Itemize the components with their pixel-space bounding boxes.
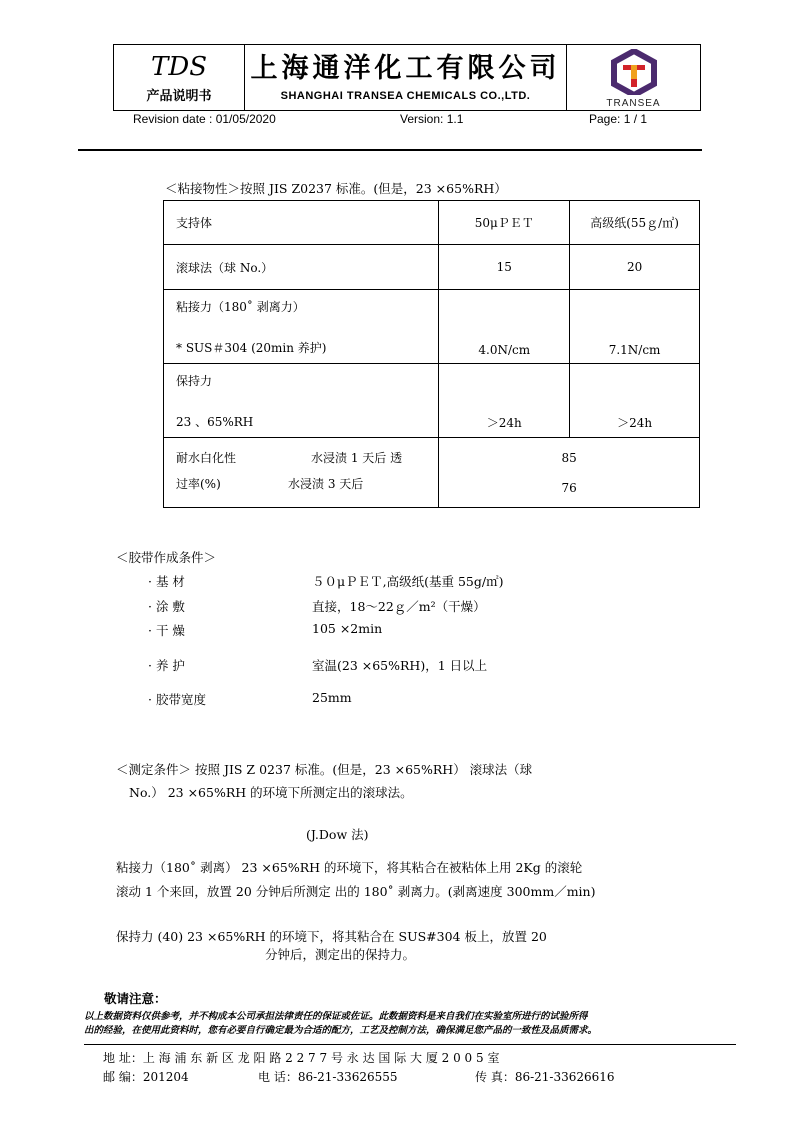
immersion-1day: 水浸渍 1 天后 透 — [311, 450, 403, 465]
table-row — [164, 201, 700, 245]
transmittance-1day: 85 — [561, 450, 577, 465]
table-cell — [164, 438, 439, 508]
table-cell — [164, 290, 439, 364]
table-cell — [164, 364, 439, 438]
footer-postcode: 邮 编：201204 — [103, 1070, 189, 1084]
measure-line-2: No.） 23 ×65%RH 的环境下所测定出的滚球法。 — [129, 785, 413, 800]
table-cell: 4.0N/cm — [439, 290, 570, 364]
tape-value: 室温(23 ×65%RH)，1 日以上 — [312, 658, 488, 673]
table-cell: 滚球法（球 No.） — [164, 245, 439, 290]
adhesion-heading: ＜粘接物性＞按照 JIS Z0237 标准。(但是，23 ×65%RH） — [165, 181, 507, 196]
tds-subtitle: 产品说明书 — [146, 89, 212, 104]
company-name-cn: 上海通洋化工有限公司 — [250, 53, 561, 84]
peel-desc-1: 粘接力（180˚ 剥离） 23 ×65%RH 的环境下，将其粘合在被粘体上用 2Kg 的滚轮 — [116, 860, 583, 875]
peel-condition: * SUS＃304 (20min 养护) — [176, 340, 327, 355]
logo-cell — [567, 45, 700, 110]
footer-tel: 电 话：86-21-33626555 — [258, 1070, 398, 1084]
footer-fax: 传 真：86-21-33626616 — [475, 1070, 615, 1084]
holding-label: 保持力 — [176, 373, 213, 388]
table-cell: 15 — [439, 245, 570, 290]
tape-label: · 基 材 — [148, 574, 185, 589]
footer-divider — [84, 1044, 736, 1045]
holding-condition: 23 、65%RH — [176, 414, 254, 429]
measure-line-1: ＜测定条件＞ 按照 JIS Z 0237 标准。(但是，23 ×65%RH） 滚球法（球 — [116, 762, 533, 777]
logo-text: TRANSEA — [606, 98, 661, 109]
revision-date: Revision date : 01/05/2020 — [133, 112, 276, 126]
peel-desc-2: 滚动 1 个来回，放置 20 分钟后所测定 出的 180˚ 剥离力。(剥离速度 300mm／min) — [116, 884, 596, 899]
tape-heading: ＜胶带作成条件＞ — [116, 550, 217, 565]
tds-cell — [114, 45, 245, 110]
notice-line-1: 以上数据资料仅供参考，并不构成本公司承担法律责任的保证或佐证。此数据资料是来自我们在实验室所进行的试验所得 — [84, 1011, 588, 1022]
version: Version: 1.1 — [400, 112, 464, 126]
company-cell — [245, 45, 567, 110]
page-number: Page: 1 / 1 — [589, 112, 648, 126]
notice-title: 敬请注意： — [104, 991, 167, 1006]
tds-title: TDS — [151, 52, 207, 82]
table-cell — [439, 438, 700, 508]
header-box — [113, 44, 701, 111]
table-row — [164, 364, 700, 438]
table-row — [164, 290, 700, 364]
notice-line-2: 出的经验，在使用此资料时，您有必要自行确定最为合适的配方，工艺及控制方法，确保满足您产品的一致性及品质需求。 — [84, 1025, 598, 1036]
table-row — [164, 438, 700, 508]
table-cell: 50μＰＥＴ — [439, 201, 570, 245]
measure-method: (J.Dow 法) — [306, 827, 369, 842]
transmittance-label: 过率(%) — [176, 476, 221, 491]
immersion-3day: 水浸渍 3 天后 — [288, 476, 364, 491]
hold-desc-1: 保持力 (40) 23 ×65%RH 的环境下，将其粘合在 SUS#304 板上，放置 20 — [116, 929, 547, 944]
table-cell: 支持体 — [164, 201, 439, 245]
tape-label: · 胶带宽度 — [148, 692, 206, 707]
company-name-en: SHANGHAI TRANSEA CHEMICALS CO.,LTD. — [280, 90, 531, 102]
table-cell: ＞24h — [570, 364, 700, 438]
footer-address: 地 址：上 海 浦 东 新 区 龙 阳 路 2 2 7 7 号 永 达 国 际 大 厦 2 0 0 5 室 — [103, 1051, 500, 1065]
tape-value: 直接，18～22ｇ／m²（干燥） — [312, 599, 486, 614]
transea-logo-icon — [609, 49, 659, 95]
tape-value: 105 ×2min — [312, 621, 383, 636]
transmittance-3day: 76 — [561, 480, 577, 495]
whitening-label: 耐水白化性 — [176, 450, 237, 465]
tape-label: · 干 燥 — [148, 623, 185, 638]
table-cell: 7.1N/cm — [570, 290, 700, 364]
tape-label: · 养 护 — [148, 658, 185, 673]
table-cell: 20 — [570, 245, 700, 290]
hold-desc-2: 分钟后，测定出的保持力。 — [265, 947, 416, 962]
peel-label: 粘接力（180˚ 剥离力） — [176, 299, 305, 314]
tape-label: · 涂 敷 — [148, 599, 185, 614]
tape-value: 25mm — [312, 690, 352, 705]
header-divider — [78, 149, 702, 151]
table-row — [164, 245, 700, 290]
tape-value: ５０μＰＥＴ,高级纸(基重 55g/㎡) — [312, 574, 504, 589]
table-cell: ＞24h — [439, 364, 570, 438]
adhesion-table — [163, 200, 700, 508]
table-cell: 高级纸(55ｇ/㎡) — [570, 201, 700, 245]
